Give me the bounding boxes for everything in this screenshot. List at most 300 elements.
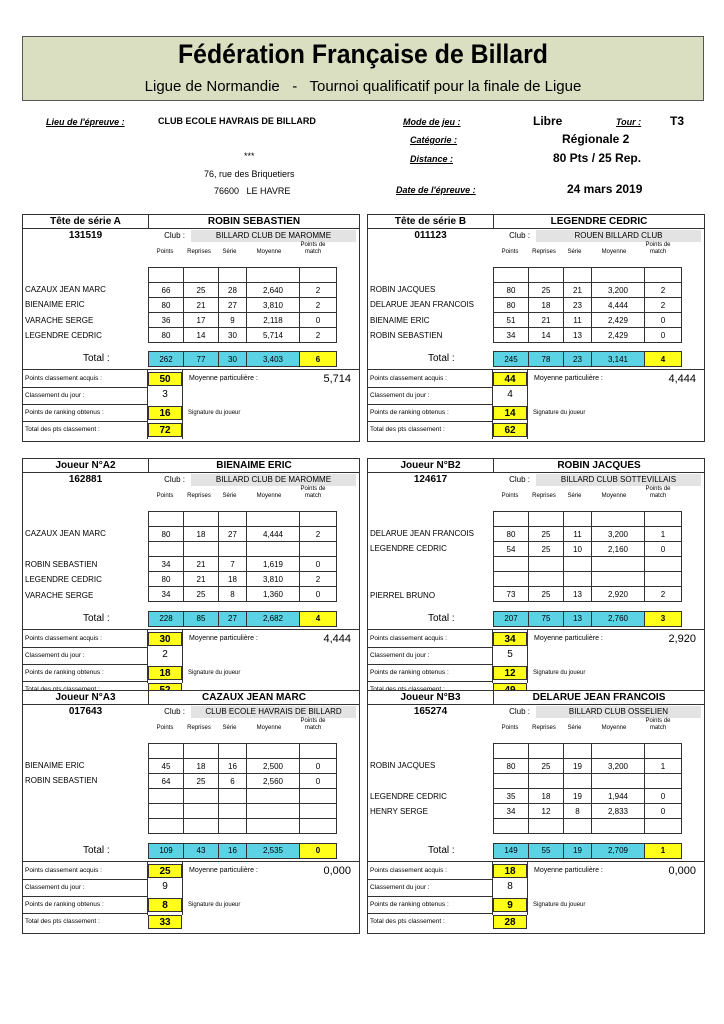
total-row — [493, 843, 682, 859]
blank-cell — [300, 744, 337, 759]
summary-value: 33 — [148, 915, 182, 929]
blank-cell — [300, 268, 337, 283]
match-rep: 14 — [184, 328, 219, 343]
club-name: ROUEN BILLARD CLUB — [536, 230, 701, 242]
opponent-name: DELARUE JEAN FRANCOIS — [370, 300, 475, 310]
match-pm: 2 — [300, 283, 337, 298]
match-ser — [564, 819, 592, 834]
match-rep — [184, 542, 219, 557]
match-pts — [149, 819, 184, 834]
match-ser — [219, 789, 247, 804]
mode-value: Libre — [533, 114, 563, 128]
total-pm: 0 — [300, 843, 337, 858]
divider — [368, 913, 492, 914]
match-pm — [300, 542, 337, 557]
table-row — [149, 819, 337, 834]
match-pts: 80 — [149, 328, 184, 343]
table-row — [494, 283, 682, 298]
table-row — [149, 527, 337, 542]
table-row — [494, 759, 682, 774]
divider — [368, 896, 492, 897]
match-pts: 80 — [149, 298, 184, 313]
blank-cell — [247, 268, 300, 283]
blank-cell — [219, 744, 247, 759]
match-moy: 2,560 — [247, 774, 300, 789]
summary-label: Points classement acquis : — [370, 375, 447, 382]
divider — [23, 404, 147, 405]
club-label: Club : — [164, 475, 185, 484]
club-label: Club : — [164, 231, 185, 240]
summary-value: 3 — [162, 389, 168, 400]
match-ser — [219, 542, 247, 557]
total-ser: 27 — [219, 611, 247, 626]
match-pts: 34 — [149, 587, 184, 602]
match-pts: 34 — [494, 328, 529, 343]
player-license: 131519 — [68, 230, 103, 241]
opponent-name: BIENAIME ERIC — [25, 300, 85, 310]
match-rep — [184, 819, 219, 834]
match-moy: 2,429 — [592, 328, 645, 343]
match-pm: 2 — [300, 527, 337, 542]
summary-value: 50 — [148, 372, 182, 386]
date-value: 24 mars 2019 — [567, 182, 643, 196]
match-moy — [592, 774, 645, 789]
match-pts: 36 — [149, 313, 184, 328]
divider — [23, 664, 147, 665]
total-rep: 85 — [184, 611, 219, 626]
categorie-label: Catégorie : — [410, 135, 458, 145]
moyenne-label: Moyenne particulière : — [534, 375, 603, 382]
panel-header — [368, 459, 704, 473]
table-row — [149, 557, 337, 572]
total-label: Total : — [83, 844, 110, 856]
club-name: BILLARD CLUB SOTTEVILLAIS — [536, 474, 701, 486]
divider — [23, 647, 147, 648]
match-moy — [592, 819, 645, 834]
total-pts: 109 — [149, 843, 184, 858]
match-rep: 21 — [184, 557, 219, 572]
match-pm — [645, 557, 682, 572]
blank-cell — [219, 268, 247, 283]
match-ser — [219, 804, 247, 819]
moyenne-value: 0,000 — [668, 864, 696, 877]
opponent-name: VARACHE SERGE — [25, 315, 94, 325]
match-pts — [494, 557, 529, 572]
opponent-name: LEGENDRE CEDRIC — [25, 331, 102, 341]
match-rep: 14 — [529, 328, 564, 343]
match-rep: 21 — [529, 313, 564, 328]
opponent-name: ROBIN SEBASTIEN — [370, 331, 443, 341]
club-name: BILLARD CLUB DE MAROMME — [191, 230, 356, 242]
summary-value: 4 — [507, 389, 513, 400]
match-rep: 18 — [184, 527, 219, 542]
match-pm — [645, 819, 682, 834]
match-pts — [494, 774, 529, 789]
total-label: Total : — [428, 612, 455, 624]
address-stars: *** — [244, 151, 255, 161]
match-table — [493, 267, 682, 343]
match-moy: 2,920 — [592, 587, 645, 602]
summary-value: 16 — [148, 406, 182, 420]
column-header: Reprises — [532, 725, 556, 731]
column-header: Moyenne — [256, 725, 282, 731]
match-moy: 4,444 — [247, 527, 300, 542]
summary-value: 5 — [507, 648, 513, 660]
match-table — [493, 743, 682, 834]
blank-cell — [564, 744, 592, 759]
table-row — [494, 587, 682, 602]
match-pm — [300, 789, 337, 804]
moyenne-label: Moyenne particulière : — [534, 866, 603, 874]
match-ser: 6 — [219, 774, 247, 789]
opponent-name: LEGENDRE CEDRIC — [25, 575, 102, 585]
player-role: Joueur N°B2 — [368, 459, 494, 472]
total-pm: 1 — [645, 843, 682, 858]
match-rep: 25 — [184, 283, 219, 298]
column-header: Points — [156, 493, 174, 499]
table-row — [494, 819, 682, 834]
distance-value: 80 Pts / 25 Rep. — [553, 151, 642, 165]
player-name: ROBIN SEBASTIEN — [207, 216, 301, 227]
blank-cell — [564, 512, 592, 527]
title-banner — [22, 36, 704, 101]
total-pts: 149 — [494, 843, 529, 858]
match-ser: 28 — [219, 283, 247, 298]
match-moy: 2,500 — [247, 759, 300, 774]
blank-cell — [592, 268, 645, 283]
summary-value: 44 — [493, 372, 527, 386]
match-rep: 25 — [529, 759, 564, 774]
match-pts: 35 — [494, 789, 529, 804]
divider — [527, 629, 528, 683]
table-row — [494, 298, 682, 313]
player-name: LEGENDRE CEDRIC — [550, 216, 648, 227]
summary-value: 62 — [493, 423, 527, 437]
match-rep: 18 — [529, 298, 564, 313]
match-rep — [529, 774, 564, 789]
divider — [527, 861, 528, 915]
match-ser: 11 — [564, 313, 592, 328]
blank-cell — [149, 512, 184, 527]
player-license: 162881 — [68, 474, 103, 485]
column-header: Points — [156, 249, 174, 255]
column-header: Série — [567, 493, 582, 499]
total-row — [148, 843, 337, 859]
match-moy — [592, 572, 645, 587]
match-pts: 34 — [494, 804, 529, 819]
match-rep: 18 — [184, 759, 219, 774]
divider — [527, 369, 528, 439]
summary-label: Points de ranking obtenus : — [25, 409, 104, 416]
moyenne-value: 5,714 — [323, 373, 351, 385]
player-role: Joueur N°B3 — [368, 691, 494, 704]
total-row — [493, 611, 682, 627]
match-rep: 18 — [529, 789, 564, 804]
summary-label: Points classement acquis : — [370, 634, 447, 642]
summary-value: 30 — [148, 632, 182, 646]
table-row — [494, 527, 682, 542]
blank-cell — [219, 512, 247, 527]
table-row — [149, 298, 337, 313]
match-pts: 34 — [149, 557, 184, 572]
match-ser: 9 — [219, 313, 247, 328]
match-ser — [219, 819, 247, 834]
divider — [368, 664, 492, 665]
match-pm: 2 — [300, 298, 337, 313]
column-header: Série — [567, 725, 582, 731]
panel-header — [23, 215, 359, 229]
match-pts: 80 — [494, 759, 529, 774]
distance-label: Distance : — [410, 154, 454, 164]
total-pts: 207 — [494, 611, 529, 626]
player-panel — [367, 214, 705, 442]
match-ser: 8 — [564, 804, 592, 819]
summary-value: 25 — [148, 864, 182, 878]
total-pts: 262 — [149, 352, 184, 367]
summary-label: Classement du jour : — [25, 651, 85, 659]
blank-cell — [529, 268, 564, 283]
blank-cell — [184, 744, 219, 759]
match-pts: 80 — [149, 527, 184, 542]
divider — [23, 369, 359, 370]
opponent-name: ROBIN SEBASTIEN — [25, 776, 98, 786]
table-row — [494, 557, 682, 572]
match-ser: 11 — [564, 527, 592, 542]
column-header: Reprises — [187, 725, 211, 731]
match-moy: 2,429 — [592, 313, 645, 328]
opponent-name: LEGENDRE CEDRIC — [370, 544, 447, 554]
column-header: Points — [501, 725, 519, 731]
match-ser — [564, 774, 592, 789]
divider — [23, 629, 359, 630]
player-role: Tête de série A — [23, 215, 149, 228]
table-row — [494, 804, 682, 819]
column-header: Points — [156, 725, 174, 731]
match-rep: 17 — [184, 313, 219, 328]
summary-label: Classement du jour : — [370, 392, 430, 399]
summary-label: Points classement acquis : — [370, 866, 447, 874]
total-label: Total : — [83, 353, 110, 364]
signature-label: Signature du joueur — [188, 901, 241, 908]
total-moy: 2,682 — [247, 611, 300, 626]
mode-label: Mode de jeu : — [403, 117, 461, 127]
table-row — [149, 804, 337, 819]
blank-cell — [529, 744, 564, 759]
match-moy: 1,619 — [247, 557, 300, 572]
summary-label: Points de ranking obtenus : — [370, 668, 449, 676]
total-moy: 2,760 — [592, 611, 645, 626]
summary-label: Classement du jour : — [370, 883, 430, 891]
match-pm: 0 — [645, 804, 682, 819]
column-header: Moyenne — [256, 249, 282, 255]
player-name: CAZAUX JEAN MARC — [202, 692, 306, 703]
tour-value: T3 — [670, 114, 685, 128]
divider — [23, 913, 147, 914]
match-moy — [247, 789, 300, 804]
match-rep — [184, 804, 219, 819]
total-pm: 6 — [300, 352, 337, 367]
summary-value: 9 — [493, 898, 527, 912]
moyenne-value: 4,444 — [668, 373, 696, 385]
tour-label: Tour : — [616, 117, 642, 127]
table-row — [494, 774, 682, 789]
blank-cell — [494, 744, 529, 759]
divider — [23, 421, 147, 422]
divider — [368, 861, 704, 862]
date-label: Date de l'épreuve : — [396, 185, 476, 195]
player-name: DELARUE JEAN FRANCOIS — [532, 692, 666, 703]
player-role: Joueur N°A2 — [23, 459, 149, 472]
match-moy: 4,444 — [592, 298, 645, 313]
club-label: Club : — [509, 475, 530, 484]
opponent-name: PIERREL BRUNO — [370, 591, 436, 600]
moyenne-label: Moyenne particulière : — [189, 866, 258, 874]
divider — [182, 861, 183, 915]
table-row — [149, 572, 337, 587]
match-moy: 3,200 — [592, 527, 645, 542]
column-header: Série — [222, 725, 237, 731]
lieu-label: Lieu de l'épreuve : — [46, 117, 125, 127]
match-rep: 21 — [184, 572, 219, 587]
match-ser: 8 — [219, 587, 247, 602]
player-name: ROBIN JACQUES — [557, 460, 641, 471]
match-table — [148, 743, 337, 834]
opponent-name: BIENAIME ERIC — [25, 760, 85, 770]
match-pm: 2 — [645, 587, 682, 602]
divider — [368, 387, 492, 388]
opponent-name: CAZAUX JEAN MARC — [25, 528, 106, 538]
player-role: Joueur N°A3 — [23, 691, 149, 704]
summary-label: Points de ranking obtenus : — [25, 900, 104, 908]
column-header: Points de match — [300, 242, 326, 255]
panel-header — [368, 215, 704, 229]
blank-cell — [494, 512, 529, 527]
panel-header — [23, 459, 359, 473]
signature-label: Signature du joueur — [188, 410, 241, 416]
total-pm: 4 — [300, 611, 337, 626]
table-row — [149, 283, 337, 298]
match-pm — [645, 572, 682, 587]
match-rep — [529, 572, 564, 587]
total-moy: 3,403 — [247, 352, 300, 367]
address-line1: 76, rue des Briquetiers — [204, 169, 295, 179]
table-row — [494, 542, 682, 557]
summary-value: 12 — [493, 666, 527, 680]
match-pts — [149, 804, 184, 819]
player-license: 017643 — [68, 706, 103, 717]
match-ser: 16 — [219, 759, 247, 774]
match-pts: 80 — [494, 527, 529, 542]
match-pm — [300, 819, 337, 834]
opponent-name: ROBIN SEBASTIEN — [25, 559, 98, 569]
match-pm: 2 — [300, 328, 337, 343]
signature-label: Signature du joueur — [533, 669, 586, 676]
total-rep: 43 — [184, 843, 219, 858]
table-row — [149, 313, 337, 328]
column-header: Points de match — [645, 718, 671, 731]
table-row — [494, 572, 682, 587]
match-moy: 3,200 — [592, 759, 645, 774]
summary-label: Points classement acquis : — [25, 634, 102, 642]
table-row — [149, 328, 337, 343]
player-license: 165274 — [413, 706, 448, 717]
page-subtitle: Ligue de Normandie - Tournoi qualificatif pour la finale de Ligue — [144, 78, 582, 95]
match-moy: 5,714 — [247, 328, 300, 343]
lieu-value: CLUB ECOLE HAVRAIS DE BILLARD — [158, 116, 316, 126]
address-line2: 76600 LE HAVRE — [214, 186, 291, 196]
total-rep: 55 — [529, 843, 564, 858]
match-rep: 25 — [529, 587, 564, 602]
match-pts: 66 — [149, 283, 184, 298]
summary-label: Classement du jour : — [25, 883, 85, 891]
match-pts: 80 — [149, 572, 184, 587]
divider — [368, 879, 492, 880]
summary-value: 14 — [493, 406, 527, 420]
divider — [368, 681, 492, 682]
divider — [23, 681, 147, 682]
blank-cell — [184, 268, 219, 283]
column-header: Série — [222, 249, 237, 255]
blank-cell — [149, 268, 184, 283]
match-rep: 21 — [184, 298, 219, 313]
match-rep — [184, 789, 219, 804]
match-moy: 1,360 — [247, 587, 300, 602]
match-moy: 2,160 — [592, 542, 645, 557]
match-ser: 19 — [564, 789, 592, 804]
match-pm: 0 — [300, 774, 337, 789]
match-moy — [247, 819, 300, 834]
match-rep: 25 — [184, 587, 219, 602]
total-row — [493, 351, 682, 367]
match-moy: 1,944 — [592, 789, 645, 804]
match-pm: 0 — [645, 789, 682, 804]
summary-label: Points de ranking obtenus : — [370, 900, 449, 908]
match-rep: 12 — [529, 804, 564, 819]
summary-value: 28 — [493, 915, 527, 929]
match-ser: 13 — [564, 587, 592, 602]
summary-value: 8 — [148, 898, 182, 912]
table-row — [149, 542, 337, 557]
match-pm: 0 — [300, 557, 337, 572]
player-panel — [367, 690, 705, 934]
match-pts: 80 — [494, 298, 529, 313]
table-row — [149, 759, 337, 774]
divider — [23, 387, 147, 388]
match-ser: 13 — [564, 328, 592, 343]
summary-value: 9 — [162, 880, 168, 892]
divider — [23, 861, 359, 862]
divider — [182, 369, 183, 439]
match-pm: 1 — [645, 759, 682, 774]
opponent-name: CAZAUX JEAN MARC — [25, 284, 106, 294]
opponent-name: BIENAIME ERIC — [370, 315, 430, 325]
club-label: Club : — [164, 707, 185, 716]
match-pm: 0 — [645, 328, 682, 343]
match-ser: 10 — [564, 542, 592, 557]
match-pts: 80 — [494, 283, 529, 298]
column-header: Moyenne — [256, 493, 282, 499]
blank-cell — [645, 512, 682, 527]
total-label: Total : — [83, 612, 110, 624]
summary-value: 8 — [507, 880, 513, 892]
total-pts: 228 — [149, 611, 184, 626]
match-ser: 27 — [219, 298, 247, 313]
club-name: BILLARD CLUB DE MAROMME — [191, 474, 356, 486]
match-pts — [149, 789, 184, 804]
total-label: Total : — [428, 844, 455, 856]
column-header: Reprises — [532, 249, 556, 255]
summary-value: 18 — [493, 864, 527, 878]
